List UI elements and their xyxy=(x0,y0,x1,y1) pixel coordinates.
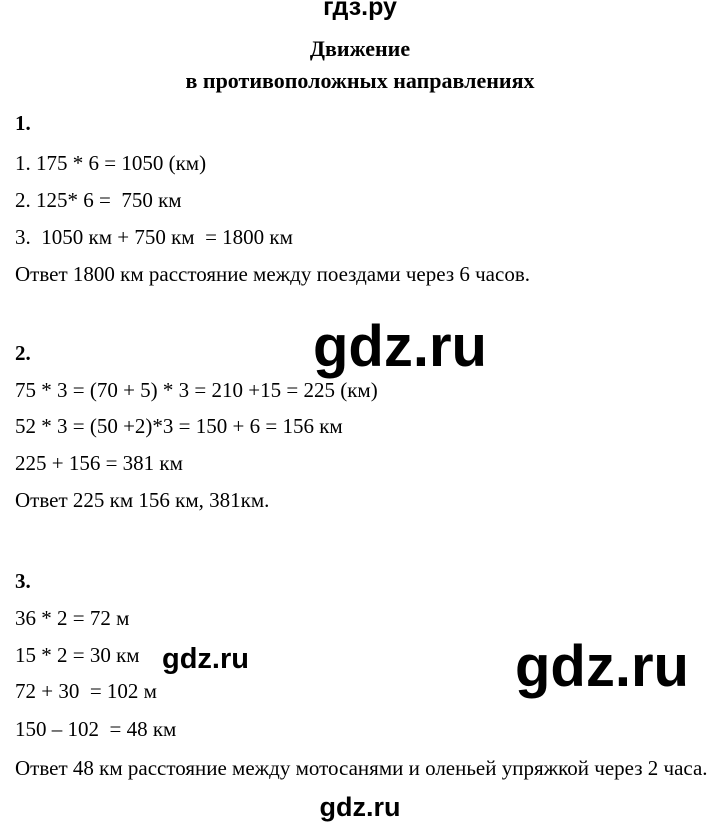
task-3-step-1: 36 * 2 = 72 м xyxy=(15,606,130,630)
task-1-number: 1. xyxy=(15,111,31,135)
task-2-step-3: 225 + 156 = 381 км xyxy=(15,451,183,475)
task-1-step-2: 2. 125* 6 = 750 км xyxy=(15,188,182,212)
site-logo: гдз.ру xyxy=(323,0,397,21)
task-3-step-3: 72 + 30 = 102 м xyxy=(15,679,157,703)
task-2-step-1: 75 * 3 = (70 + 5) * 3 = 210 +15 = 225 (км) xyxy=(15,378,378,402)
task-3-number: 3. xyxy=(15,569,31,593)
task-2-step-2: 52 * 3 = (50 +2)*3 = 150 + 6 = 156 км xyxy=(15,414,343,438)
task-3-step-4: 150 – 102 = 48 км xyxy=(15,717,177,741)
document-title-line2: в противоположных направлениях xyxy=(185,68,535,93)
task-1-step-3: 3. 1050 км + 750 км = 1800 км xyxy=(15,225,293,249)
task-3-answer: Ответ 48 км расстояние между мотосанями и оленьей упряжкой через 2 часа. xyxy=(15,756,708,780)
task-2-number: 2. xyxy=(15,341,31,365)
footer-watermark: gdz.ru xyxy=(319,792,401,822)
task-1-step-1: 1. 175 * 6 = 1050 (км) xyxy=(15,151,207,175)
task-3-step-2: 15 * 2 = 30 км xyxy=(15,643,140,667)
document-title-line1: Движение xyxy=(309,36,411,61)
task-2-answer: Ответ 225 км 156 км, 381км. xyxy=(15,488,270,512)
watermark-large-section3: gdz.ru xyxy=(515,634,689,699)
watermark-inline-section3: gdz.ru xyxy=(162,643,249,675)
watermark-large-section2: gdz.ru xyxy=(313,314,487,379)
task-1-answer: Ответ 1800 км расстояние между поездами через 6 часов. xyxy=(15,262,530,286)
